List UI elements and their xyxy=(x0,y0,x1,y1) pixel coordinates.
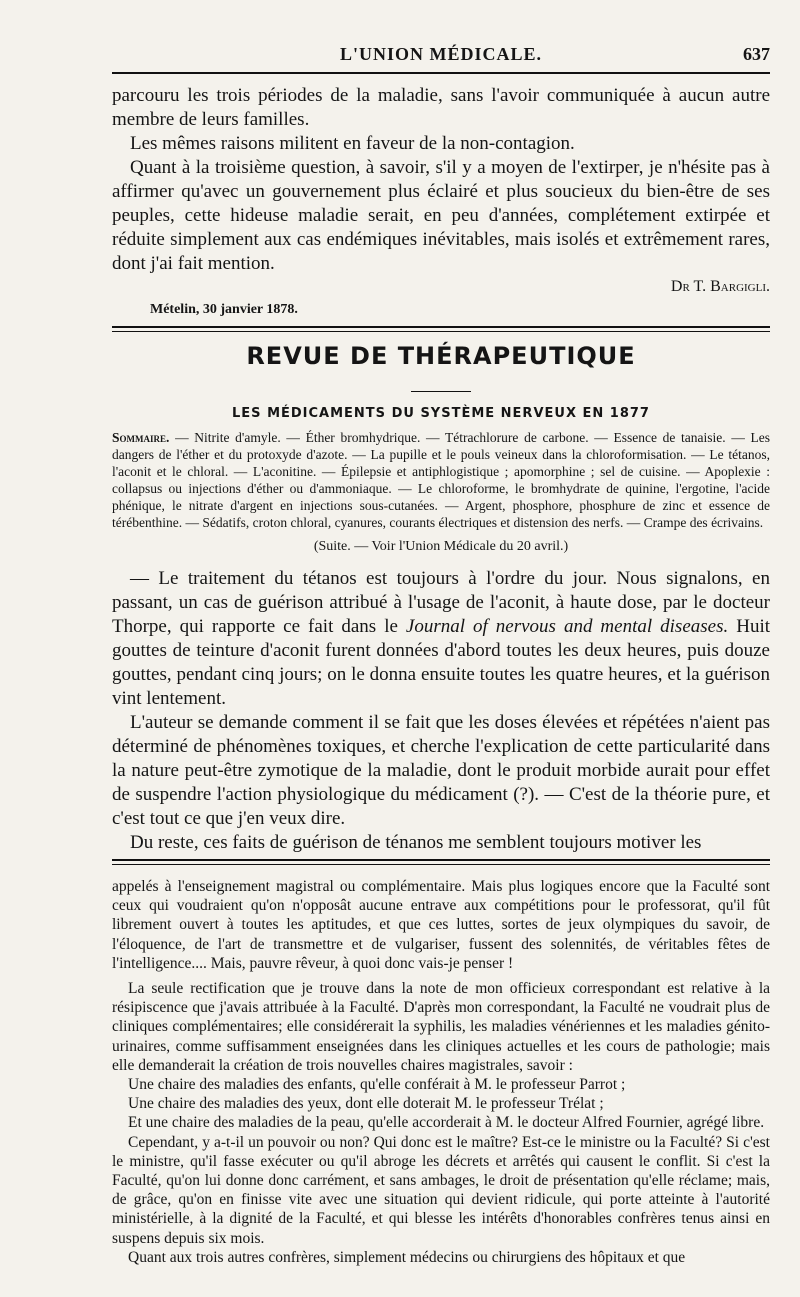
letter-paragraph: Quant à la troisième question, à savoir, s'il y a moyen de l'extirper, je n'hésite pas à affirmer qu'avec un gouvernement plus éclairé et plus soucieux du bien-être de ses peuples, cette hideuse maladie serait, en peu d'années, complétement extirpée et réduite simplement aux cas endémiques inévitables, mais isolés et extrêmement rares, dont j'ai fait mention. xyxy=(112,157,770,274)
dateline: Mételin, 30 janvier 1878. xyxy=(150,302,298,317)
revue-p1-start: — Le traitement du tétanos est toujours à l'ordre du jour. Nous signalons, en passant, un cas de guérison attribué à l'usage de l'aconit, à haute dose, par le docteur Thorpe, qui rapporte ce fait dans le xyxy=(112,568,770,637)
feuilleton-paragraph: Et une chaire des maladies de la peau, qu'elle accorderait à M. le docteur Alfred Fournier, agrégé libre. xyxy=(128,1114,765,1132)
article-subtitle: LES MÉDICAMENTS DU SYSTÈME NERVEUX EN 1877 xyxy=(232,406,650,421)
feuilleton-paragraph: La seule rectification que je trouve dans la note de mon officieux correspondant est relative à la résipiscence que j'avais attribuée à la Faculté. D'après mon correspondant, la Faculté ne voudrait plus de cliniques complémentaires; elle considérerait la syphilis, les maladies vénériennes et les maladies génito-urinaires, comme suffisamment enseignées dans les cliniques actuelles et les cours de pathologie; mais elle demanderait la création de trois nouvelles chaires magistrales, savoir : xyxy=(112,980,770,1074)
revue-paragraph: Du reste, ces faits de guérison de ténanos me semblent toujours motiver les xyxy=(130,832,702,853)
feuilleton-body xyxy=(112,877,770,1267)
revue-paragraph xyxy=(112,567,770,711)
sommaire-text: — Nitrite d'amyle. — Éther bromhydrique. — Tétrachlorure de carbone. — Essence de tanaisie. — Les dangers de l'éther et du protoxyde d'azote. — La pupille et le pouls veineux dans la chloroformisation. — Le tétanos, l'aconit et le chloral. — L'aconitine. — Épilepsie et antiphlogistique ; apomorphine ; sel de cuisine. — Apoplexie : collapsus ou injections d'éther ou d'ammoniaque. — Le chloroforme, le bromhydrate de quinine, l'ergotine, l'acide phénique, le nitrate d'argent en injections sous-cutanées. — Argent, phosphore, phosphure de zinc et essence de térébenthine. — Sédatifs, croton chloral, cyanures, courants électriques et distension des nerfs. — Crampe des écrivains. xyxy=(112,430,770,530)
feuilleton-paragraph: Une chaire des maladies des yeux, dont elle doterait M. le professeur Trélat ; xyxy=(128,1095,604,1113)
revue-paragraph: L'auteur se demande comment il se fait que les doses élevées et répétées n'aient pas déterminé de phénomènes toxiques, et cherche l'explication de cette particularité dans la nature peut-être zymotique de la maladie, dont le produit morbide aurait pour effet de suspendre l'action physiologique du médicament (?). — C'est de la théorie pure, et c'est tout ce que j'en veux dire. xyxy=(112,712,770,829)
letter-paragraph: parcouru les trois périodes de la maladie, sans l'avoir communiquée à aucun autre membre de leurs familles. xyxy=(112,85,770,130)
letter-conclusion xyxy=(112,84,770,276)
revue-body xyxy=(112,567,770,855)
feuilleton-paragraph: Quant aux trois autres confrères, simplement médecins ou chirurgiens des hôpitaux et que xyxy=(128,1248,686,1266)
feuilleton-paragraph: appelés à l'enseignement magistral ou complémentaire. Mais plus logiques encore que la Faculté sont ceux qui voudraient qu'on n'opposât aucune entrave aux compétitions pour le professorat, qu'il fût librement ouvert à toutes les aptitudes, et que ces luttes, sortes de jeux olympiques du savoir, de l'éloquence, de l'art de transmettre et de vulgariser, fussent des solennités, de véritables fêtes de l'intelligence.... Mais, pauvre rêveur, à quoi donc vais-je penser ! xyxy=(112,878,770,972)
page-number: 637 xyxy=(743,44,770,64)
feuilleton-paragraph: Une chaire des maladies des enfants, qu'elle conférait à M. le professeur Parrot ; xyxy=(128,1076,626,1094)
feuilleton-paragraph: Cependant, y a-t-il un pouvoir ou non? Qui donc est le maître? Est-ce le ministre ou la Faculté? Si c'est le ministre, qu'il fasse exécuter ou qu'il abroge les décrets et arrêtés qui causent le conflit. Si c'est la Faculté, qu'on lui donne donc carrément, et sans ambages, le droit de présentation qu'elle réclame; mais, de grâce, qu'on en finisse vite avec une situation qui devient ridicule, qui porte atteinte à l'autorité ministérielle, à la dignité de la Faculté, et qui blesse les intérêts d'honorables confrères tenus ainsi en suspens depuis six mois. xyxy=(112,1133,770,1247)
journal-page xyxy=(112,38,770,1267)
revue-title: REVUE DE THÉRAPEUTIQUE xyxy=(246,342,636,370)
running-header xyxy=(112,38,770,68)
revue-p1-end: Huit gouttes de teinture d'aconit furent données d'abord toutes les deux heures, puis douze gouttes, pendant cinq jours; on le donna ensuite toutes les quatre heures, et la guérison vint lentement. xyxy=(112,616,771,709)
author-signature: Dr T. Bargigli. xyxy=(670,278,770,295)
title-underline xyxy=(411,391,471,392)
journal-name: Journal of nervous and mental diseases. xyxy=(405,616,729,637)
sommaire xyxy=(112,429,770,531)
letter-paragraph: Les mêmes raisons militent en faveur de la non-contagion. xyxy=(130,133,575,154)
section-divider xyxy=(112,326,770,332)
header-rule xyxy=(112,72,770,74)
feuilleton-divider xyxy=(112,859,770,865)
section-title xyxy=(112,342,770,398)
suite-note: (Suite. — Voir l'Union Médicale du 20 avril.) xyxy=(313,539,569,554)
running-title: L'UNION MÉDICALE. xyxy=(339,44,543,64)
sommaire-label: Sommaire. xyxy=(112,430,170,445)
